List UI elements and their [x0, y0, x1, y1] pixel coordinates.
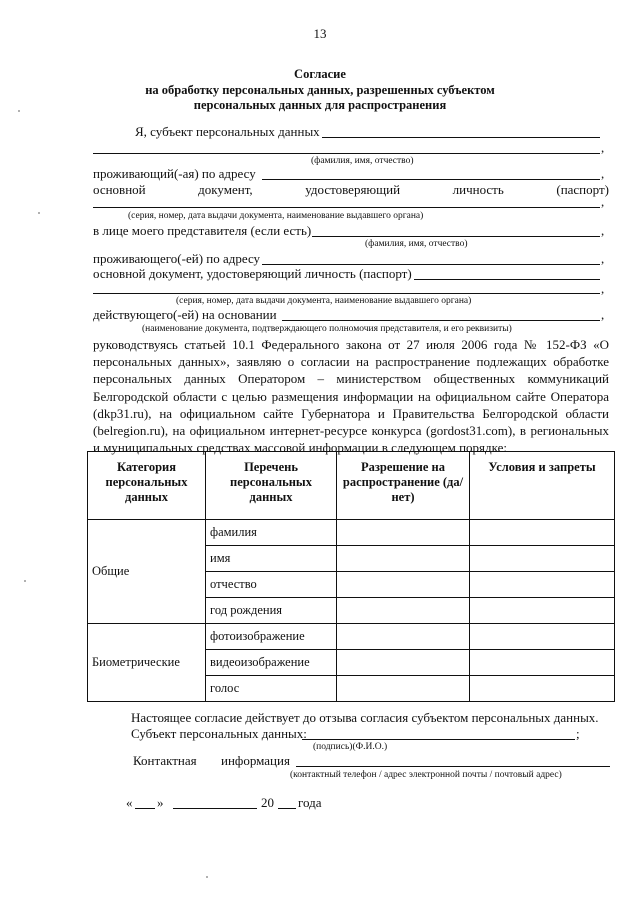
doc-title-line1: Согласие [294, 67, 346, 81]
doc-input-line-2a[interactable] [414, 279, 600, 280]
comma: , [601, 281, 605, 296]
scan-speck [38, 212, 40, 214]
permission-cell[interactable] [337, 572, 470, 598]
semicolon: ; [576, 726, 580, 741]
doc-input-line-1[interactable] [93, 207, 600, 208]
category-cell: Биометрические [88, 624, 206, 702]
contact-caption: (контактный телефон / адрес электронной почты / почтовый адрес) [290, 770, 562, 780]
table-row [88, 624, 615, 650]
conditions-cell[interactable] [470, 676, 615, 702]
doc-input-line-2b[interactable] [93, 293, 600, 294]
date-close-quote: » [157, 795, 164, 810]
conditions-cell[interactable] [470, 650, 615, 676]
address-input-line-1[interactable] [262, 179, 600, 180]
subject-sign-label: Субъект персональных данных: [131, 726, 307, 741]
date-year-line[interactable] [278, 808, 296, 809]
basis-label: действующего(-ей) на основании [93, 307, 277, 322]
item-cell: видеоизображение [206, 650, 337, 676]
doc-word: личность [452, 182, 504, 197]
item-cell: год рождения [206, 598, 337, 624]
doc-row-1 [93, 182, 609, 198]
table-row [88, 520, 615, 546]
comma: , [601, 251, 605, 266]
conditions-cell[interactable] [470, 624, 615, 650]
permission-cell[interactable] [337, 520, 470, 546]
doc-word: основной [93, 182, 146, 197]
doc-word: (паспорт) [556, 182, 609, 197]
header-conditions: Условия и запреты [470, 452, 615, 520]
caption-doc-1: (серия, номер, дата выдачи документа, наименование выдавшего органа) [128, 211, 424, 221]
year-suffix: года [298, 795, 322, 810]
comma: , [601, 223, 605, 238]
caption-fio-2: (фамилия, имя, отчество) [365, 239, 468, 249]
header-permission: Разрешение на распространение (да/нет) [337, 452, 470, 520]
comma: , [601, 166, 605, 181]
contact-word-2: информация [221, 753, 290, 768]
header-category: Категория персональных данных [88, 452, 206, 520]
item-cell: фамилия [206, 520, 337, 546]
validity-text: Настоящее согласие действует до отзыва согласия субъектом персональных данных. [131, 710, 599, 725]
conditions-cell[interactable] [470, 520, 615, 546]
contact-input-line[interactable] [296, 766, 610, 767]
doc-title-line2: на обработку персональных данных, разрешенных субъектом [145, 83, 495, 97]
caption-basis: (наименование документа, подтверждающего полномочия представителя, и его реквизиты) [142, 324, 512, 334]
comma: , [601, 140, 605, 155]
item-cell: имя [206, 546, 337, 572]
consent-paragraph: руководствуясь статьей 10.1 Федерального закона от 27 июля 2006 года № 152-ФЗ «О персональных данных», заявляю о согласии на распространение подлежащих обработке персональных данных Оператором – министерством общественных коммуникаций Белгородской области с целью размещения информации на официальном сайте Оператора (dkp31.ru), на официальном сайте Губернатора и Правительства Белгородской области (belregion.ru), на официальном интернет-ресурсе конкурса (gordost31.com), в региональных и муниципальных средствах массовой информации в следующем порядке: [93, 337, 609, 456]
item-cell: фотоизображение [206, 624, 337, 650]
subject-input-line-2[interactable] [93, 153, 600, 154]
representative-label: в лице моего представителя (если есть) [93, 223, 312, 238]
header-list: Перечень персональных данных [206, 452, 337, 520]
permission-cell[interactable] [337, 650, 470, 676]
category-cell: Общие [88, 520, 206, 624]
conditions-cell[interactable] [470, 546, 615, 572]
conditions-cell[interactable] [470, 572, 615, 598]
year-prefix: 20 [261, 795, 274, 810]
address-input-line-2[interactable] [262, 264, 600, 265]
doc-word: документ, [198, 182, 253, 197]
caption-fio-1: (фамилия, имя, отчество) [311, 156, 414, 166]
conditions-cell[interactable] [470, 598, 615, 624]
comma: , [601, 194, 605, 209]
page-number: 13 [313, 26, 327, 41]
address-label-2: проживающего(-ей) по адресу [93, 251, 261, 266]
scan-speck [24, 580, 26, 582]
date-month-line[interactable] [173, 808, 257, 809]
subject-input-line[interactable] [322, 137, 600, 138]
sign-caption: (подпись)(Ф.И.О.) [313, 742, 388, 752]
signature-input-line[interactable] [302, 739, 575, 740]
doc-label-2: основной документ, удостоверяющий личность (паспорт) [93, 266, 412, 281]
permission-cell[interactable] [337, 546, 470, 572]
contact-word-1: Контактная [133, 753, 197, 768]
representative-input-line[interactable] [312, 236, 600, 237]
table-header-row [88, 452, 615, 520]
subject-label: Я, субъект персональных данных [135, 124, 320, 139]
item-cell: отчество [206, 572, 337, 598]
scan-speck [18, 110, 20, 112]
comma: , [601, 307, 605, 322]
item-cell: голос [206, 676, 337, 702]
permission-cell[interactable] [337, 676, 470, 702]
permission-cell[interactable] [337, 624, 470, 650]
address-label-1: проживающий(-ая) по адресу [93, 166, 256, 181]
date-open-quote: « [126, 795, 133, 810]
caption-doc-2: (серия, номер, дата выдачи документа, наименование выдавшего органа) [176, 296, 472, 306]
scan-speck [206, 876, 208, 878]
basis-input-line[interactable] [282, 320, 600, 321]
date-day-line[interactable] [135, 808, 155, 809]
consent-table [87, 451, 615, 702]
permission-cell[interactable] [337, 598, 470, 624]
doc-title-line3: персональных данных для распространения [193, 98, 447, 112]
doc-word: удостоверяющий [305, 182, 401, 197]
